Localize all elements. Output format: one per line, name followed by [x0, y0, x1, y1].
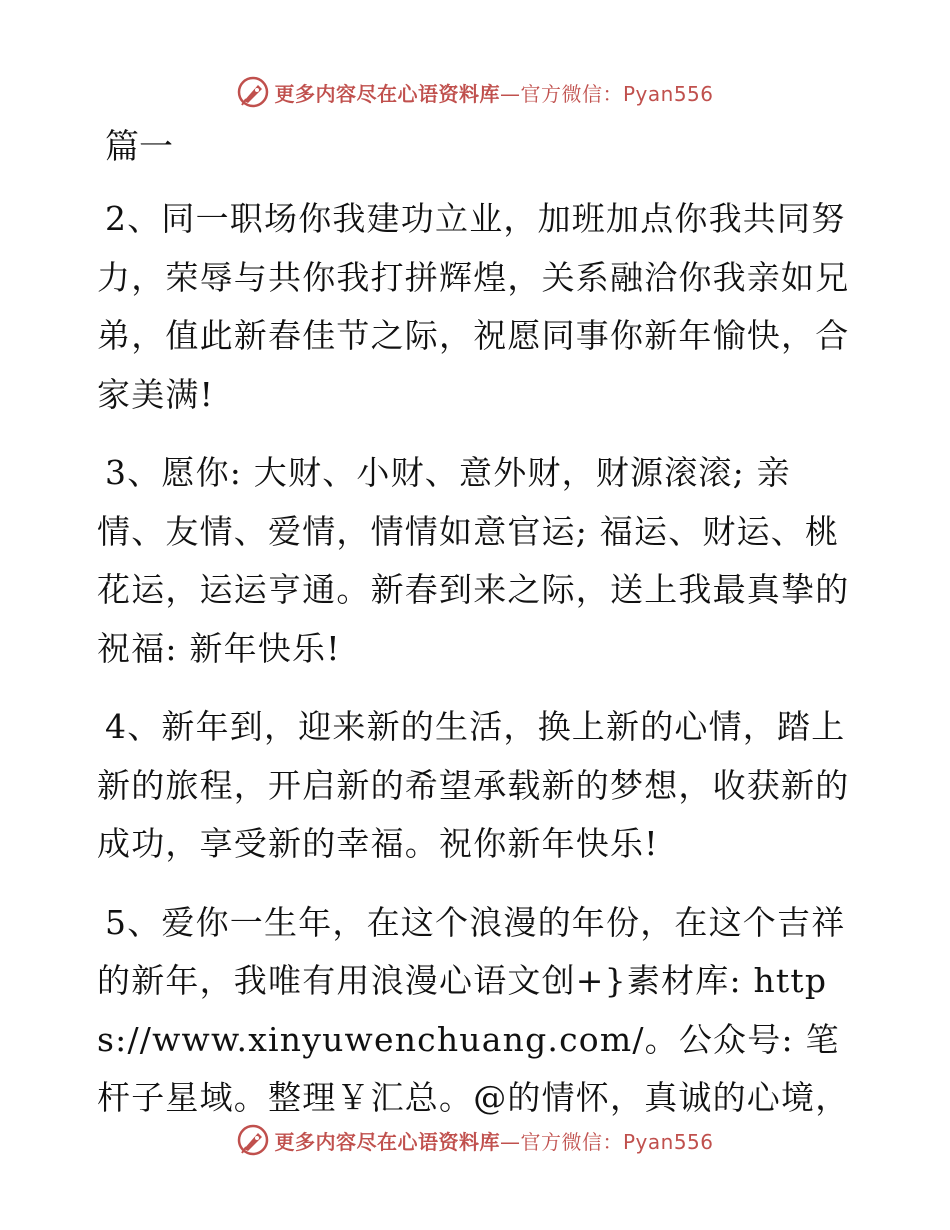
document-body: [97, 118, 857, 1148]
banner-brand-text: 更多内容尽在心语资料库: [274, 1129, 500, 1154]
pen-nib-logo-icon: [236, 75, 270, 109]
pen-nib-logo-icon: [236, 1123, 270, 1157]
paragraph-3: 3、愿你: 大财、小财、意外财，财源滚滚; 亲情、友情、爱情，情情如意官运; 福运、财运、桃花运，运运亨通。新春到来之际，送上我最真挚的祝福: 新年快乐!: [97, 453, 850, 668]
banner-wechat-label: 官方微信：: [520, 81, 623, 106]
banner-separator: —: [499, 1129, 521, 1154]
banner-separator: —: [499, 81, 521, 106]
paragraph-5: 5、爱你一生年，在这个浪漫的年份，在这个吉祥的新年，我唯有用浪漫心语文创+}素材库: https://www.xinyuwenchuang.com/。公众号: 笔杆子星域。整理￥汇总。@的情怀，真诚的心境，: [97, 902, 850, 1117]
footer-banner: [0, 1120, 950, 1160]
banner-wechat-id: Pyan556: [622, 81, 714, 106]
paragraph-4: 4、新年到，迎来新的生活，换上新的心情，踏上新的旅程，开启新的希望承载新的梦想，收获新的成功，享受新的幸福。祝你新年快乐!: [97, 707, 850, 863]
banner-brand-text: 更多内容尽在心语资料库: [274, 81, 500, 106]
header-banner: [0, 72, 950, 112]
banner-wechat-id: Pyan556: [622, 1129, 714, 1154]
banner-wechat-label: 官方微信：: [520, 1129, 623, 1154]
paragraph-2: 2、同一职场你我建功立业，加班加点你我共同努力，荣辱与共你我打拼辉煌，关系融洽你我亲如兄弟，值此新春佳节之际，祝愿同事你新年愉快，合家美满!: [97, 199, 850, 414]
section-heading: 篇一: [105, 127, 173, 167]
